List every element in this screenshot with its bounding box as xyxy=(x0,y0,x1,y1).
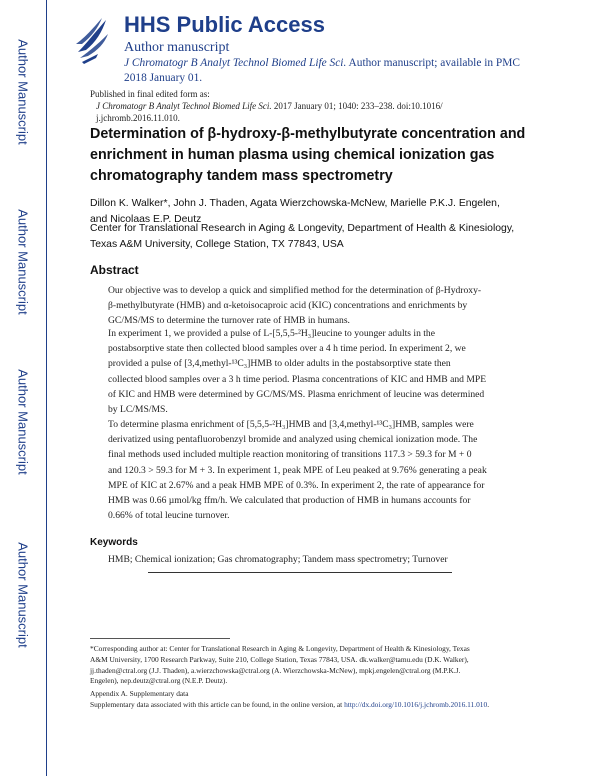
abstract-heading: Abstract xyxy=(90,263,139,277)
published-in-block: Published in final edited form as: J Chromatogr B Analyt Technol Biomed Life Sci. 2017 January 01; 1040: 233–238. doi:10.1016/ j.jchromb.2016.11.010. xyxy=(90,89,443,123)
author-manuscript-subtitle: Author manuscript xyxy=(124,40,230,55)
hhs-public-access-title: HHS Public Access xyxy=(124,12,325,37)
side-label-author-manuscript: Author Manuscript xyxy=(15,39,31,145)
journal-availability-line: J Chromatogr B Analyt Technol Biomed Life Sci. Author manuscript; available in PMC xyxy=(124,57,520,69)
side-label-author-manuscript: Author Manuscript xyxy=(15,542,31,648)
hhs-eagle-logo-icon xyxy=(72,14,112,64)
corresponding-author-footnote: *Corresponding author at: Center for Translational Research in Aging & Longevity, Department of Health & Kinesiology, Texas A&M University, 1700 Research Parkway, Suite 210, College Station, Texas 77843, USA. dk.walker@tamu.edu (D.K. Walker), jj.thaden@ctral.org (J.J. Thaden), a.wierzchowska@ctral.org (A. Wierzchowska-McNew), mpkj.engelen@ctral.org (M.P.K.J. Engelen), nep.deutz@ctral.org (N.E.P. Deutz). xyxy=(90,644,470,686)
keywords-list: HMB; Chemical ionization; Gas chromatography; Tandem mass spectrometry; Turnover xyxy=(108,554,448,565)
doi-text: j.jchromb.2016.11.010. xyxy=(96,113,180,123)
abstract-paragraph-2: In experiment 1, we provided a pulse of L-[5,5,5-²H₃]leucine to younger adults in the postabsorptive state then collected blood samples over a 4 h time period. In experiment 2, we provided a pulse of [3,4,methyl-¹³C₃]HMB to older adults in the postabsorptive state then collected blood samples over a 3 h time period. Plasma concentrations of KIC and HMB and MPE of KIC and HMB were determined by GC/MS/MS. Plasma enrichment of leucine was determined by LC/MS/MS. xyxy=(108,328,487,416)
abstract-paragraph-1: Our objective was to develop a quick and simplified method for the determination of β-Hydroxy- β-methylbutyrate (HMB) and α-ketoisocaproic acid (KIC) concentrations and enrichments by GC/MS/MS to determine the turnover rate of HMB in humans. xyxy=(108,285,482,327)
section-divider xyxy=(148,572,452,573)
affiliation: Center for Translational Research in Aging & Longevity, Department of Health & Kinesiology, Texas A&M University, College Station, TX 77843, USA xyxy=(90,223,515,250)
side-label-author-manuscript: Author Manuscript xyxy=(15,369,31,475)
supplementary-data-link[interactable]: http://dx.doi.org/10.1016/j.jchromb.2016.11.010 xyxy=(344,699,488,709)
article-title: Determination of β-hydroxy-β-methylbutyrate concentration and enrichment in human plasma using chemical ionization gas chromatography tandem mass spectrometry xyxy=(90,126,526,184)
sidebar-divider xyxy=(46,0,47,776)
author-list: Dillon K. Walker*, John J. Thaden, Agata Wierzchowska-McNew, Marielle P.K.J. Engelen, and Nicolaas E.P. Deutz xyxy=(90,198,500,225)
abstract-paragraph-3: To determine plasma enrichment of [5,5,5-²H₃]HMB and [3,4,methyl-¹³C₃]HMB, samples were derivatized using pentafluorobenzyl bromide and analyzed using chemical ionization mode. The final methods used included multiple reaction monitoring of transitions 117.3 > 59.3 for M + 0 and 120.3 > 59.3 for M + 3. In experiment 1, peak MPE of Leu peaked at 9.76% generating a peak MPE of KIC at 2.67% and a peak HMB MPE of 0.3%. In experiment 2, the rate of appearance for HMB was 0.66 µmol/kg ffm/h. We calculated that production of HMB in humans accounts for 0.66% of total leucine turnover. xyxy=(108,419,487,522)
side-label-author-manuscript: Author Manuscript xyxy=(15,209,31,315)
keywords-heading: Keywords xyxy=(90,537,138,548)
appendix-note: Appendix A. Supplementary data Supplementary data associated with this article can be found, in the online version, at http://dx.doi.org/10.1016/j.jchromb.2016.11.010. xyxy=(90,689,490,709)
journal-name: J Chromatogr B Analyt Technol Biomed Life Sci. xyxy=(124,57,347,69)
availability-date: 2018 January 01. xyxy=(124,72,203,84)
footnote-rule xyxy=(90,638,230,639)
side-margin xyxy=(0,0,46,776)
